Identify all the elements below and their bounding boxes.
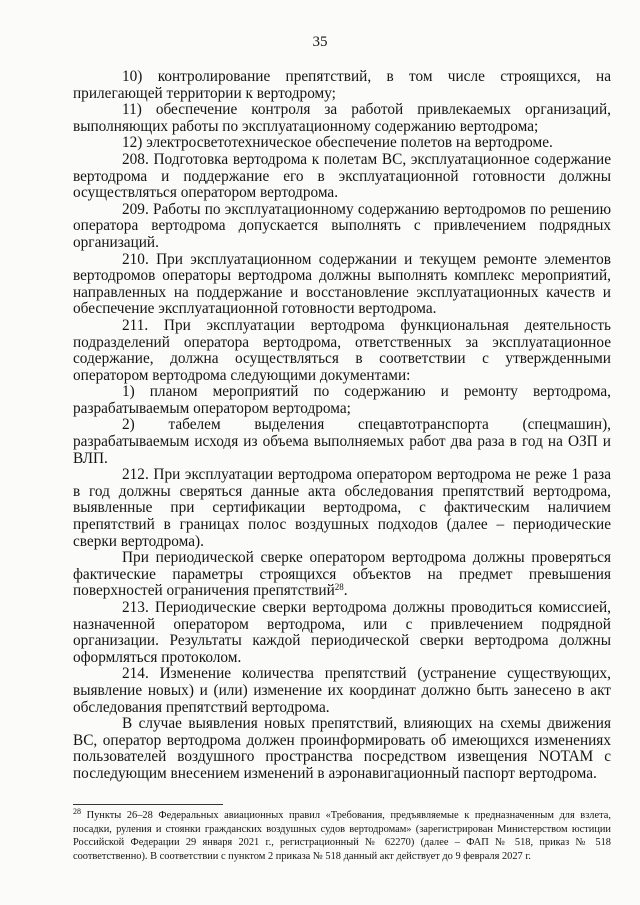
paragraph-213: 213. Периодические сверки вертодрома должны проводиться комиссией, назначенной оператором вертодрома, или с привлечением подрядной организации. Результаты каждой периодической сверки вертодрома должны оформляться протоколом. (73, 599, 611, 666)
paragraph-item-10: 10) контролирование препятствий, в том числе строящихся, на прилегающей территории к вертодрому; (73, 68, 611, 102)
body-text (73, 69, 611, 783)
paragraph-214-notam: В случае выявления новых препятствий, влияющих на схемы движения ВС, оператор вертодрома должен проинформировать об имеющихся изменениях пользователей воздушного пространства посредством извещения NOTAM с последующим внесением изменений в аэронавигационный паспорт вертодрома. (73, 715, 611, 782)
paragraph-212-sverka-text: При периодической сверке оператором вертодрома должны проверяться фактические параметры строящихся объектов на предмет превышения поверхностей ограничения препятствий (73, 549, 611, 600)
paragraph-211-item-2: 2) табелем выделения спецавтотранспорта (спецмашин), разрабатываемым исходя из объема выполняемых работ два раза в год на ОЗП и ВЛП. (73, 416, 611, 467)
paragraph-item-11: 11) обеспечение контроля за работой привлекаемых организаций, выполняющих работы по эксплуатационному содержанию вертодрома; (73, 101, 611, 135)
paragraph-212: 212. При эксплуатации вертодрома оператором вертодрома не реже 1 раза в год должны сверяться данные акта обследования препятствий вертодрома, выявленные при сертификации вертодрома, с фактическим наличием препятствий в границах полос воздушных подходов (далее – периодические сверки вертодрома). (73, 466, 611, 550)
footnote-reference: 28 (334, 582, 344, 593)
footnote-marker: 28 (73, 807, 81, 816)
paragraph-212-sverka (73, 550, 611, 600)
paragraph-210: 210. При эксплуатационном содержании и текущем ремонте элементов вертодромов операторы вертодрома должны выполнять комплекс мероприятий, направленных на поддержание и восстановление эксплуатационных качеств и обеспечение эксплуатационной готовности вертодрома. (73, 250, 611, 318)
paragraph-209: 209. Работы по эксплуатационному содержанию вертодромов по решению оператора вертодрома допускается выполнять с привлечением подрядных организаций. (73, 200, 611, 251)
footnote-text: Пункты 26–28 Федеральных авиационных правил «Требования, предъявляемые к предназначенным для взлета, посадки, руления и стоянки гражданских воздушных судов вертодромам» (зарегистрирован Министерством юстиции Российской Федерации 29 января 2021 г., регистрационный № 62270) (далее – ФАП № 518, приказ № 518 соответственно). В соответствии с пунктом 2 приказа № 518 данный акт действует до 9 февраля 2027 г. (73, 810, 611, 862)
footnote (73, 809, 611, 863)
page-number: 35 (312, 34, 328, 50)
paragraph-211: 211. При эксплуатации вертодрома функциональная деятельность подразделений оператора вертодрома, ответственных за эксплуатационное содержание, должна осуществляться в соответствии с утвержденными оператором вертодрома следующими документами: (73, 316, 611, 384)
paragraph-211-item-1: 1) планом мероприятий по содержанию и ремонту вертодрома, разрабатываемым оператором вертодрома; (73, 383, 611, 417)
paragraph-208: 208. Подготовка вертодрома к полетам ВС, эксплуатационное содержание вертодрома и поддержание его в эксплуатационной готовности должны осуществляться оператором вертодрома. (73, 150, 611, 202)
footnote-divider (73, 804, 223, 805)
paragraph-214: 214. Изменение количества препятствий (устранение существующих, выявление новых) и (или) изменение их координат должно быть занесено в акт обследования препятствий вертодрома. (73, 665, 611, 716)
paragraph-212-sverka-tail: . (343, 582, 348, 600)
paragraph-item-12: 12) электросветотехническое обеспечение полетов на вертодроме. (122, 134, 553, 152)
